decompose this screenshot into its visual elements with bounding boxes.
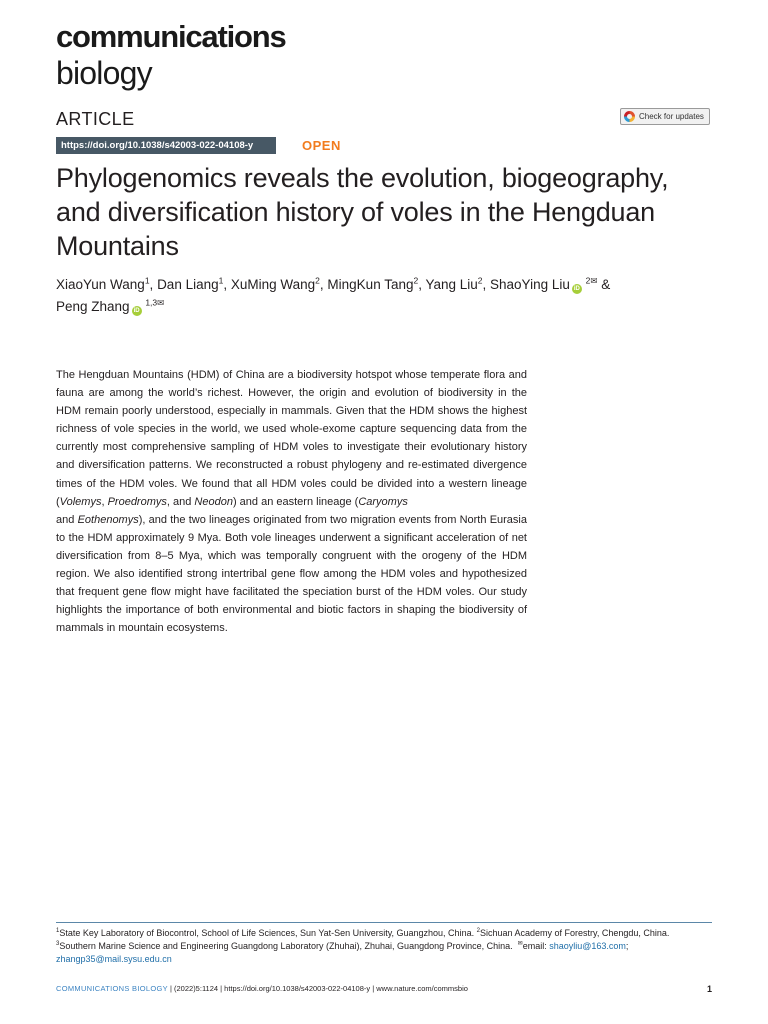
page-footer	[56, 982, 712, 996]
article-title: Phylogenomics reveals the evolution, biogeography, and diversification history of voles in the Hengduan Mountains	[56, 163, 669, 261]
genus-name: Proedromys	[107, 495, 167, 508]
affiliation-number: 1	[56, 928, 60, 934]
doi-link[interactable]: https://doi.org/10.1038/s42003-022-04108-y	[56, 137, 276, 154]
abstract	[56, 366, 527, 637]
email-link-liu[interactable]: shaoyliu@163.com	[549, 941, 626, 951]
author-list	[56, 274, 676, 318]
abstract-text: , and	[166, 495, 195, 508]
author-affiliation: 1	[144, 275, 150, 286]
orcid-icon[interactable]: iD	[133, 308, 140, 314]
journal-logo-communications: communications	[56, 19, 286, 54]
abstract-text: and	[56, 513, 78, 526]
genus-name: Eothenomys	[77, 513, 139, 526]
author-name[interactable]: Peng Zhang	[56, 299, 130, 314]
genus-name: Neodon	[194, 495, 233, 508]
open-access-label: OPEN	[302, 138, 341, 153]
author-name[interactable]: XiaoYun Wang	[56, 277, 145, 292]
separator: ,	[482, 277, 491, 292]
author-affiliation: 2	[413, 275, 419, 286]
orcid-icon[interactable]: iD	[573, 286, 580, 292]
separator: &	[597, 277, 611, 292]
abstract-text: The Hengduan Mountains (HDM) of China are a biodiversity hotspot whose temperate flora and fauna are among the world’s richest. However, the origin and evolution of biodiversity in the HDM remain poorly understood, especially in mammals. Given that the HDM shows the highest richness of vole species in the world, we used whole-exome capture sequencing data from the currently most comprehensive sampling of HDM voles to investigate their evolutionary history and diversification patterns. We reconstructed a robust phylogeny and re-estimated divergence times of the HDM voles. We found that all HDM voles could be divided into a western lineage (	[56, 369, 527, 508]
affiliation-text: Sichuan Academy of Forestry, Chengdu, China.	[479, 928, 670, 938]
author-affiliation: 2✉	[585, 275, 598, 286]
author-name[interactable]: XuMing Wang	[230, 277, 316, 292]
author-affiliation: 2	[315, 275, 320, 286]
email-icon: ✉	[517, 941, 523, 947]
article-type-label: ARTICLE	[56, 109, 135, 129]
separator: ;	[625, 941, 629, 951]
affiliation-text: Southern Marine Science and Engineering Guangdong Laboratory (Zhuhai), Zhuhai, Guangdong Province, China.	[59, 941, 513, 951]
affiliations-footnote	[56, 927, 716, 966]
author-affiliation: 1,3✉	[145, 297, 165, 308]
check-for-updates-button[interactable]	[620, 108, 710, 125]
footnote-divider	[56, 922, 712, 923]
abstract-text: ), and the two lineages originated from two migration events from North Eurasia to the HDM approximately 9 Mya. Both vole lineages underwent a significant acceleration of net diversification from 8–5 Mya, which was temporally congruent with the orogeny of the HDM region. We also identified strong intertribal gene flow among the HDM voles and hypothesized that frequent gene flow might have facilitated the speciation burst of the HDM voles. Our study highlights the importance of both environmental and biotic factors in shaping the biodiversity of mammals in mountain ecosystems.	[56, 513, 527, 635]
affiliation-text: State Key Laboratory of Biocontrol, School of Life Sciences, Sun Yat-Sen University, Guangzhou, China.	[59, 928, 475, 938]
separator: ,	[319, 277, 328, 292]
crossmark-icon	[624, 111, 635, 122]
abstract-text: ,	[101, 495, 108, 508]
page-number: 1	[706, 984, 712, 994]
email-label: email:	[522, 941, 550, 951]
genus-name: Caryomys	[358, 495, 408, 508]
author-affiliation: 2	[477, 275, 483, 286]
author-name[interactable]: ShaoYing Liu	[490, 277, 570, 292]
footer-citation[interactable]: | (2022)5:1124 | https://doi.org/10.1038/s42003-022-04108-y | www.nature.com/commsbio	[167, 984, 468, 993]
affiliation-number: 3	[56, 941, 60, 947]
footer-journal-name: COMMUNICATIONS BIOLOGY	[56, 984, 168, 993]
separator: ,	[223, 277, 231, 292]
author-affiliation: 1	[218, 275, 224, 286]
separator: ,	[149, 277, 158, 292]
author-name[interactable]: Dan Liang	[157, 277, 219, 292]
check-for-updates-label: Check for updates	[639, 112, 704, 121]
genus-name: Volemys	[59, 495, 102, 508]
journal-logo-biology: biology	[56, 55, 152, 91]
affiliation-number: 2	[476, 928, 480, 934]
separator: ,	[418, 277, 426, 292]
email-link-zhang[interactable]: zhangp35@mail.sysu.edu.cn	[56, 954, 172, 964]
author-name[interactable]: Yang Liu	[425, 277, 478, 292]
author-name[interactable]: MingKun Tang	[327, 277, 414, 292]
abstract-text: ) and an eastern lineage (	[232, 495, 359, 508]
